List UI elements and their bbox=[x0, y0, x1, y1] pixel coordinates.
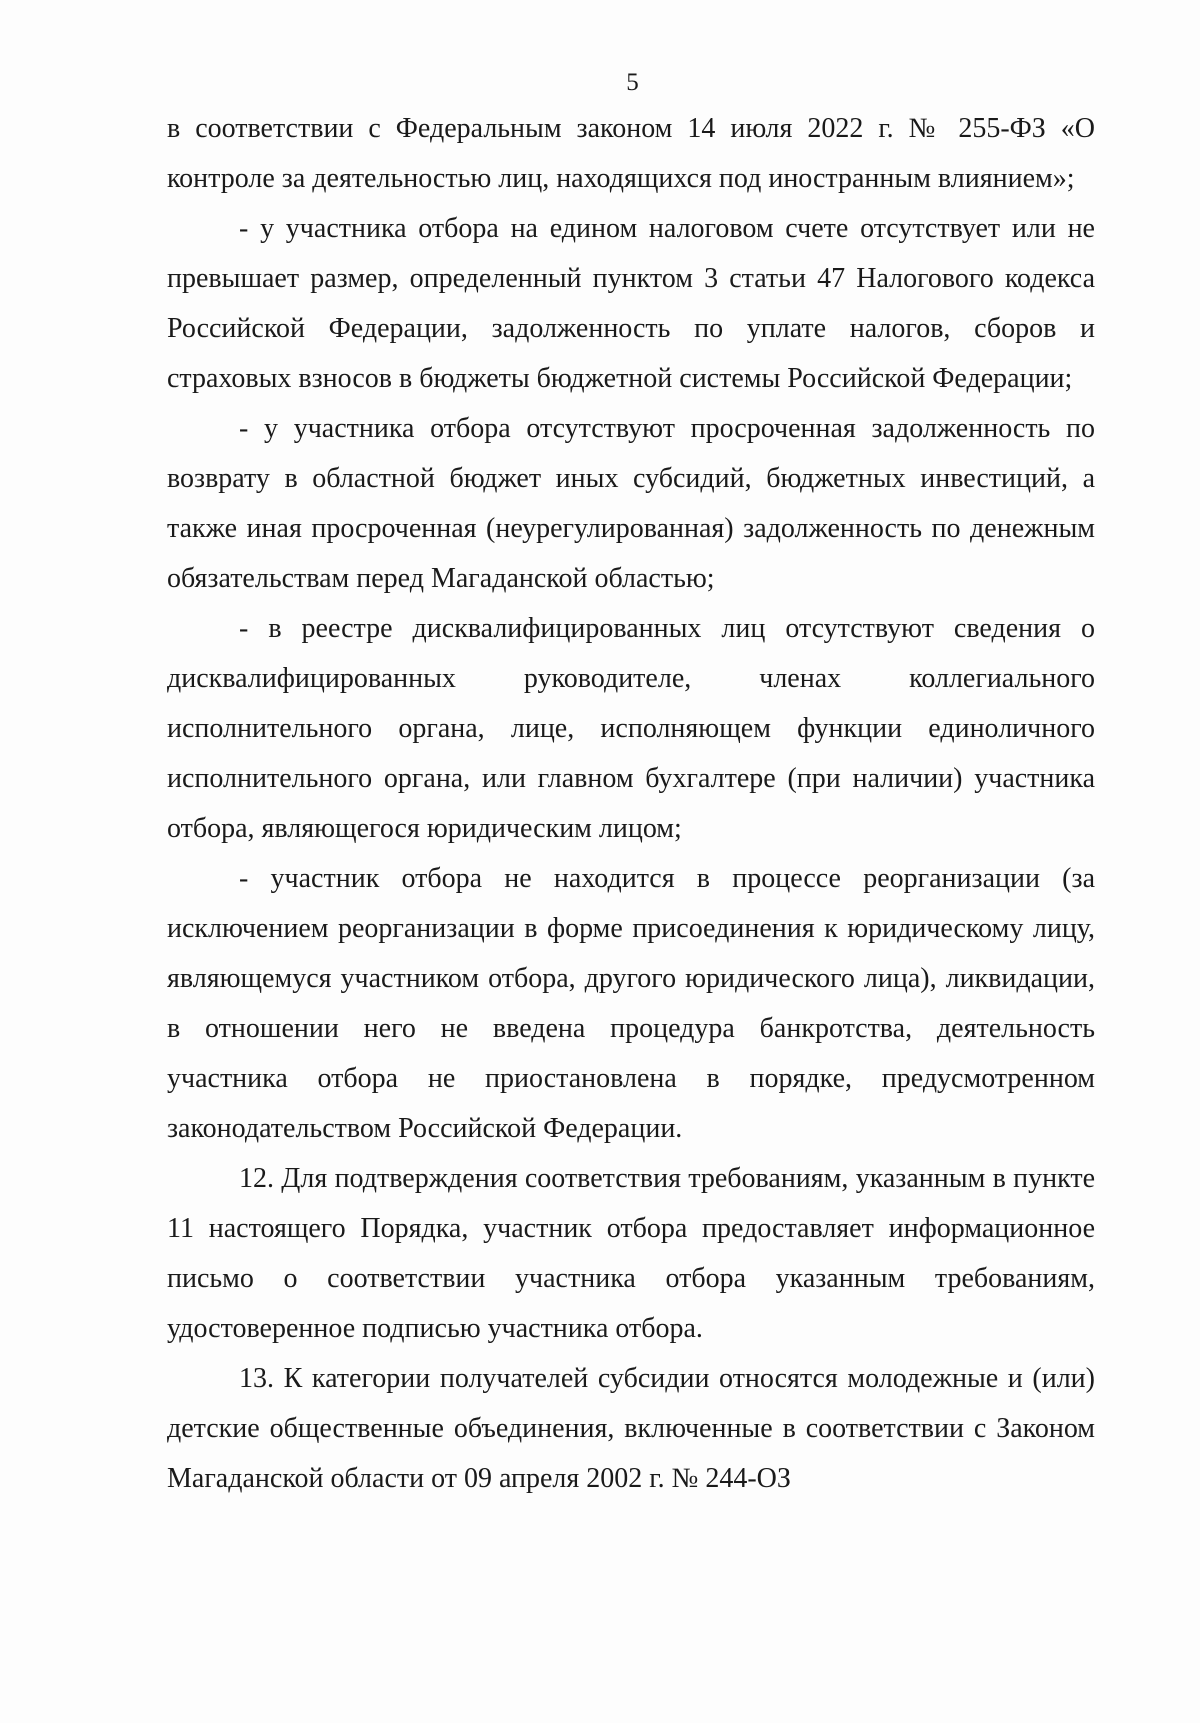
paragraph-foreign-influence-law: в соответствии с Федеральным законом 14 июля 2022 г. № 255-ФЗ «О контроле за деятельностью лиц, находящихся под иностранным влиянием»; bbox=[167, 113, 1095, 194]
paragraph-overdue-debt: - у участника отбора отсутствуют просроченная задолженность по возврату в областной бюджет иных субсидий, бюджетных инвестиций, а также иная просроченная (неурегулированная) задолженность по денежным обязательствам перед Магаданской областью; bbox=[167, 413, 1095, 594]
paragraph-item-12: 12. Для подтверждения соответствия требованиям, указанным в пункте 11 настоящего Порядка, участник отбора предоставляет информационное письмо о соответствии участника отбора указанным требованиям, удостоверенное подписью участника отбора. bbox=[167, 1163, 1095, 1344]
page-number: 5 bbox=[626, 69, 639, 96]
paragraph-tax-debt: - у участника отбора на едином налоговом счете отсутствует или не превышает размер, определенный пунктом 3 статьи 47 Налогового кодекса Российской Федерации, задолженность по уплате налогов, сборов и страховых взносов в бюджеты бюджетной системы Российской Федерации; bbox=[167, 213, 1095, 394]
document-body bbox=[167, 104, 1095, 1504]
paragraph-disqualified-persons: - в реестре дисквалифицированных лиц отсутствуют сведения о дисквалифицированных руководителе, членах коллегиального исполнительного органа, лице, исполняющем функции единоличного исполнительного органа, или главном бухгалтере (при наличии) участника отбора, являющегося юридическим лицом; bbox=[167, 613, 1095, 844]
paragraph-item-13: 13. К категории получателей субсидии относятся молодежные и (или) детские общественные объединения, включенные в соответствии с Законом Магаданской области от 09 апреля 2002 г. № 244-ОЗ bbox=[167, 1363, 1095, 1494]
paragraph-reorganization: - участник отбора не находится в процессе реорганизации (за исключением реорганизации в форме присоединения к юридическому лицу, являющемуся участником отбора, другого юридического лица), ликвидации, в отношении него не введена процедура банкротства, деятельность участника отбора не приостановлена в порядке, предусмотренном законодательством Российской Федерации. bbox=[167, 863, 1095, 1144]
